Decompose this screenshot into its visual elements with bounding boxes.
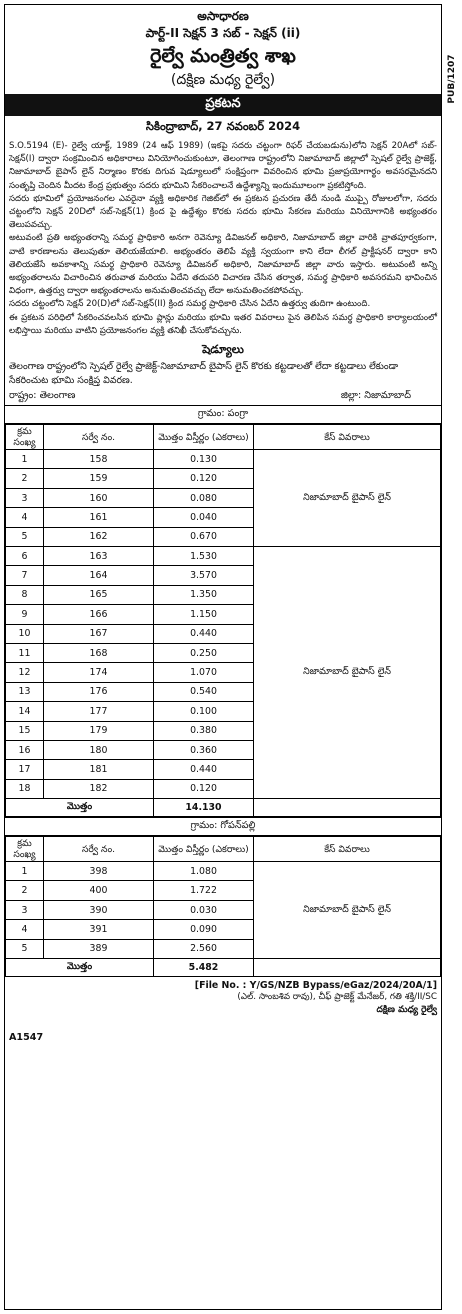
row-survey: 400: [44, 881, 154, 900]
notice-paragraph: సదరు చట్టంలోని సెక్షన్ 20(D)లో సబ్-సెక్షన్(II) క్రింద సమర్థ ప్రాధికారి చేసిన ఏదేని ఉత్తర్వు తుదిగా ఉంటుంది.: [9, 299, 371, 310]
row-sno: 3: [6, 900, 44, 919]
header-sno: క్రమ సంఖ్య: [6, 837, 44, 862]
file-number: [File No. : Y/GS/NZB Bypass/eGaz/2024/20A/1]: [194, 980, 437, 992]
row-sno: 1: [6, 862, 44, 881]
row-sno: 3: [6, 488, 44, 507]
publication-code: PUB/1207: [447, 54, 457, 104]
notice-paragraph: ఈ ప్రకటన పరిధిలో సేకరించవలసిన భూమి ప్లాన్లు మరియు భూమి ఇతర వివరాలు పైన తెలిపిన సమర్థ ప్రాధికారి కార్యాలయంలో లభిస్తాయి మరియు వాటిని ప్రయోజనంగల వ్యక్తి తనిఖీ చేసుకోవచ్చును.: [9, 312, 437, 336]
row-sno: 6: [6, 547, 44, 566]
row-sno: 7: [6, 566, 44, 585]
header-survey: సర్వే నం.: [44, 837, 154, 862]
schedule-description: తెలంగాణ రాష్ట్రంలోని స్పెషల్ రైల్వే ప్రాజెక్ట్-నిజామాబాద్ బైపాస్ లైన్ కొరకు కట్టడాలతో లేదా కట్టడాలు లేకుండా సేకరించుట భూమి సంక్షిప్త వివరణ.: [9, 361, 399, 387]
header-remarks: కేస్ వివరాలు: [254, 425, 441, 450]
row-area: 0.670: [154, 527, 254, 546]
row-survey: 174: [44, 663, 154, 682]
row-sno: 14: [6, 702, 44, 721]
gazette-notice: [4, 4, 442, 1310]
row-area: 0.440: [154, 624, 254, 643]
row-area: 0.360: [154, 740, 254, 759]
notice-paragraph: సదరు భూమిలో ప్రయోజనంగల ఎవరైనా వ్యక్తి అధికారిక గెజిట్‌లో ఈ ప్రకటన ప్రచురణ తేదీ నుండి ముప్పై రోజులలోగా, సదరు చట్టంలోని సెక్షన్ 20Dలో సబ్-సెక్షన్(1) క్రింద పై ఉద్దేశ్యం కొరకు సదరు భూమి సేకరణ మరియు వినియోగానికి అభ్యంతరం తెలుపవచ్చు.: [9, 193, 437, 231]
row-area: 0.130: [154, 450, 254, 469]
row-survey: 391: [44, 920, 154, 939]
row-area: 1.080: [154, 862, 254, 881]
row-area: 0.440: [154, 760, 254, 779]
district-label: జిల్లా: నిజామాబాద్: [340, 390, 411, 402]
gazette-header: [5, 5, 441, 94]
row-area: 0.040: [154, 508, 254, 527]
land-table-village2: [5, 836, 441, 977]
row-survey: 176: [44, 682, 154, 701]
row-survey: 398: [44, 862, 154, 881]
row-survey: 182: [44, 779, 154, 798]
row-survey: 390: [44, 900, 154, 919]
row-area: 0.540: [154, 682, 254, 701]
village-name: గ్రామం: పంగ్రా: [5, 406, 441, 424]
total-label: మొత్తం: [6, 959, 154, 977]
ministry-title: రైల్వే మంత్రిత్వ శాఖ: [150, 45, 296, 67]
row-sno: 5: [6, 939, 44, 958]
row-survey: 177: [44, 702, 154, 721]
row-sno: 8: [6, 585, 44, 604]
part-section: పార్ట్-II సెక్షన్ 3 సబ్ - సెక్షన్ (ii): [145, 26, 301, 40]
row-survey: 389: [44, 939, 154, 958]
row-sno: 11: [6, 643, 44, 662]
signatory: (ఎల్. సాంబశివ రావు), చీఫ్ ప్రాజెక్ట్ మేనేజర్, గతి శక్తి/II/SC: [237, 992, 437, 1003]
row-sno: 1: [6, 450, 44, 469]
dateline: సికింద్రాబాద్, 27 నవంబర్ 2024: [145, 119, 301, 133]
row-sno: 4: [6, 920, 44, 939]
row-remarks: నిజామాబాద్ బైపాస్ లైన్: [254, 862, 441, 959]
village-name: గ్రామం: గోపన్‌పల్లి: [5, 817, 441, 836]
notice-paragraph: S.O.5194 (E)- రైల్వే యాక్ట్, 1989 (24 ఆఫ్ 1989) (ఇకపై సదరు చట్టంగా రిఫర్ చేయబడును)లోని సెక్షన్ 20Aలో సబ్-సెక్షన్(I) ద్వారా సంక్రమించిన అధికారాలు వినియోగించుకుంటూ, తెలంగాణ రాష్ట్రంలోని నిజామాబాద్ జిల్లాలో స్పెషల్ రైల్వే ప్రాజెక్ట్, నిజామాబాద్ బైపాస్ లైన్ నిర్మాణం కొరకు దిగువ షెడ్యూలులో సంక్షిప్తంగా వివరించిన భూమి ప్రజాప్రయోగార్థం అవసరమైనదని సంతృప్తి చెందిన మీదట కేంద్ర ప్రభుత్వం సదరు భూమిని సేకరించాలనే ఉద్దేశ్యాన్ని ఇందుమూలంగా ప్రకటిస్తోంది.: [9, 141, 437, 191]
total-label: మొత్తం: [6, 799, 154, 817]
row-remarks: నిజామాబాద్ బైపాస్ లైన్: [254, 450, 441, 547]
table-header-row: [6, 837, 441, 862]
row-area: 0.090: [154, 920, 254, 939]
row-sno: 18: [6, 779, 44, 798]
notice-footer: [5, 977, 441, 1047]
row-survey: 165: [44, 585, 154, 604]
row-survey: 163: [44, 547, 154, 566]
row-sno: 9: [6, 605, 44, 624]
row-area: 1.722: [154, 881, 254, 900]
row-survey: 179: [44, 721, 154, 740]
table-row: [6, 862, 441, 881]
row-survey: 164: [44, 566, 154, 585]
state-district-row: [5, 388, 441, 406]
total-row: [6, 799, 441, 817]
row-area: 1.070: [154, 663, 254, 682]
row-survey: 168: [44, 643, 154, 662]
state-label: రాష్ట్రం: తెలంగాణ: [9, 390, 76, 402]
total-blank: [254, 799, 441, 817]
row-sno: 2: [6, 881, 44, 900]
header-area: మొత్తం విస్తీర్ణం (ఎకరాలు): [154, 837, 254, 862]
zone-title: (దక్షిణ మధ్య రైల్వే): [170, 72, 276, 88]
row-area: 0.100: [154, 702, 254, 721]
row-area: 1.150: [154, 605, 254, 624]
row-sno: 10: [6, 624, 44, 643]
row-sno: 13: [6, 682, 44, 701]
notice-code: A1547: [9, 1032, 44, 1044]
row-survey: 158: [44, 450, 154, 469]
row-survey: 162: [44, 527, 154, 546]
row-survey: 159: [44, 469, 154, 488]
total-blank: [254, 959, 441, 977]
row-survey: 181: [44, 760, 154, 779]
total-value: 14.130: [154, 799, 254, 817]
gazette-type: అసాధారణ: [197, 9, 249, 23]
row-area: 0.380: [154, 721, 254, 740]
organization: దక్షిణ మధ్య రైల్వే: [376, 1005, 437, 1016]
row-survey: 160: [44, 488, 154, 507]
notice-banner: ప్రకటన: [5, 94, 441, 116]
row-area: 1.530: [154, 547, 254, 566]
header-sno: క్రమ సంఖ్య: [6, 425, 44, 450]
row-sno: 16: [6, 740, 44, 759]
row-area: 0.030: [154, 900, 254, 919]
row-sno: 15: [6, 721, 44, 740]
row-sno: 5: [6, 527, 44, 546]
row-sno: 2: [6, 469, 44, 488]
schedule-title: షెడ్యూలు: [202, 342, 244, 357]
row-area: 0.250: [154, 643, 254, 662]
header-survey: సర్వే నం.: [44, 425, 154, 450]
row-area: 0.080: [154, 488, 254, 507]
row-area: 0.120: [154, 779, 254, 798]
row-area: 2.560: [154, 939, 254, 958]
land-table-village1: [5, 424, 441, 817]
row-survey: 167: [44, 624, 154, 643]
table-row: [6, 547, 441, 566]
table-header-row: [6, 425, 441, 450]
header-remarks: కేస్ వివరాలు: [254, 837, 441, 862]
table-row: [6, 450, 441, 469]
row-sno: 17: [6, 760, 44, 779]
row-survey: 166: [44, 605, 154, 624]
header-area: మొత్తం విస్తీర్ణం (ఎకరాలు): [154, 425, 254, 450]
total-value: 5.482: [154, 959, 254, 977]
row-survey: 180: [44, 740, 154, 759]
row-area: 3.570: [154, 566, 254, 585]
row-survey: 161: [44, 508, 154, 527]
row-area: 1.350: [154, 585, 254, 604]
row-sno: 4: [6, 508, 44, 527]
row-area: 0.120: [154, 469, 254, 488]
row-sno: 12: [6, 663, 44, 682]
total-row: [6, 959, 441, 977]
row-remarks: నిజామాబాద్ బైపాస్ లైన్: [254, 547, 441, 799]
notice-paragraph: అటువంటి ప్రతి అభ్యంతరాన్ని సమర్థ ప్రాధికారి అనగా రెవెన్యూ డివిజనల్ అధికారి, నిజామాబాద్ జిల్లా వారికి వ్రాతపూర్వకంగా, వాటి కారణాలను తెలుపుతూ తెలియజేయాలి. అభ్యంతరం తెలిపే వ్యక్తి స్వయంగా కాని లేదా లీగల్ ప్రాక్టీషనర్ ద్వారా కాని తెలియజేసే అవకాశాన్ని సమర్థ ప్రాధికారి రెవెన్యూ డివిజనల్ అధికారి, నిజామాబాద్ జిల్లా వారు ఇస్తారు. అటువంటి అన్ని అభ్యంతరాలను విచారించిన తరువాత మరియు ఏదేని తదుపరి విచారణ చేసిన తర్వాత, సమర్థ ప్రాధికారి అవసరమని భావించిన విధంగా, ఉత్తర్వు ద్వారా అభ్యంతరాలను అనుమతించవచ్చు లేదా అనుమతించకపోవచ్చు.: [9, 233, 437, 297]
